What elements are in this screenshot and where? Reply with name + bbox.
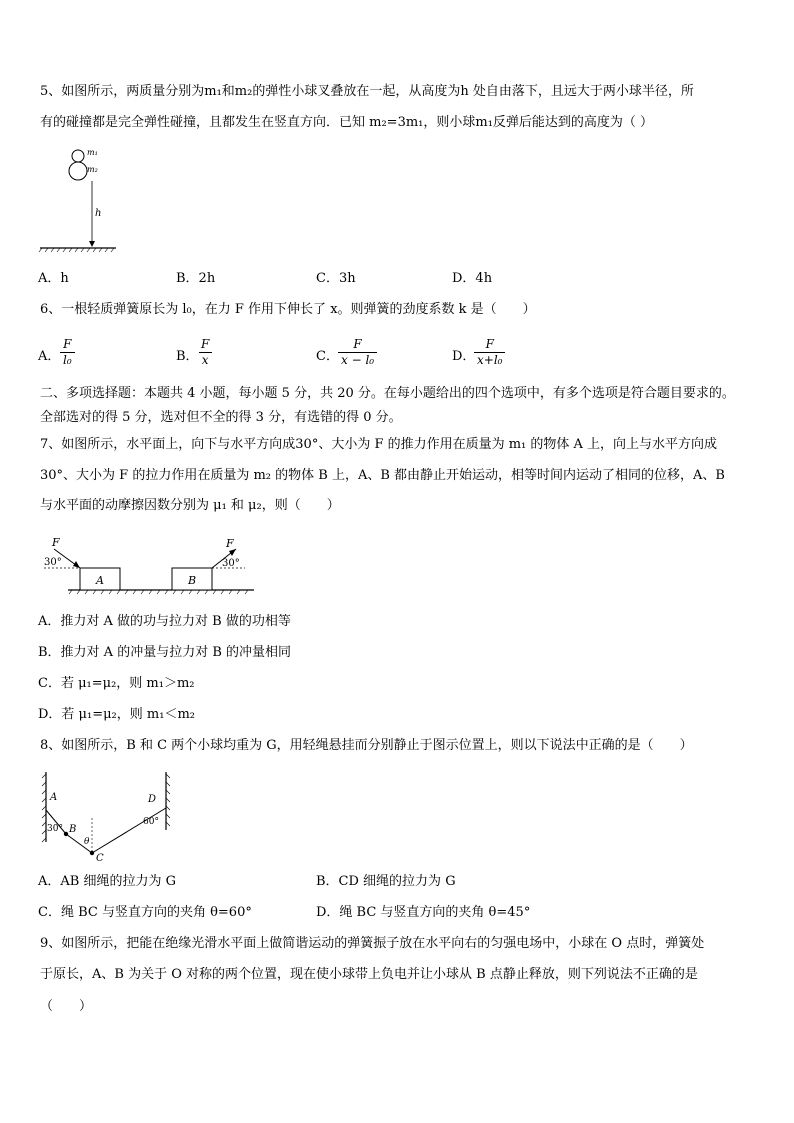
q5-stem-line-2: 有的碰撞都是完全弹性碰撞，且都发生在竖直方向．已知 m₂=3m₁，则小球m₁反弹后能达到的高度为（ ） — [40, 115, 654, 130]
q8-label-d: D — [148, 794, 157, 805]
q6-b-denominator: x — [199, 352, 212, 368]
q6-a-denominator: l₀ — [60, 352, 75, 368]
q6-option-d-label[interactable]: D． — [452, 349, 476, 364]
q6-stem: 6、一根轻质弹簧原长为 l₀，在力 F 作用下伸长了 x。则弹簧的劲度系数 k 是（ ） — [40, 302, 536, 317]
ball-c — [90, 851, 94, 855]
section2-heading-line-2: 全部选对的得 5 分，选对但不全的得 3 分，有选错的得 0 分。 — [40, 410, 402, 425]
q5-option-a[interactable]: A．h — [38, 271, 69, 286]
block-a-label: A — [96, 574, 104, 587]
q5-label-h: h — [95, 208, 102, 219]
q6-option-a-label[interactable]: A． — [38, 349, 61, 364]
q5-stem-line-1: 5、如图所示，两质量分别为m₁和m₂的弹性小球叉叠放在一起，从高度为h 处自由落下，且远大于两小球半径，所 — [40, 84, 694, 99]
q7-option-c[interactable]: C．若 μ₁=μ₂，则 m₁＞m₂ — [38, 676, 195, 691]
q6-option-a-fraction[interactable] — [60, 337, 75, 368]
q6-d-numerator: F — [485, 337, 494, 351]
q7-angle-b-label: 30° — [222, 558, 240, 569]
q8-option-c[interactable]: C．绳 BC 与竖直方向的夹角 θ=60° — [38, 905, 252, 920]
q7-force-a-label: F — [52, 536, 60, 549]
q5-option-b[interactable]: B．2h — [176, 271, 216, 286]
q8-option-a[interactable]: A．AB 细绳的拉力为 G — [38, 874, 176, 889]
q8-angle-d-label: 60° — [143, 817, 159, 827]
q6-c-denominator: x − l₀ — [338, 352, 377, 368]
q8-label-c: C — [96, 853, 104, 864]
q7-option-d[interactable]: D．若 μ₁=μ₂，则 m₁＜m₂ — [38, 707, 195, 722]
q6-d-denominator: x+l₀ — [474, 352, 505, 368]
q6-option-b-label[interactable]: B． — [176, 349, 199, 364]
ball-b — [64, 832, 68, 836]
q8-option-d[interactable]: D．绳 BC 与竖直方向的夹角 θ=45° — [316, 905, 531, 920]
q6-option-c-fraction[interactable] — [338, 337, 377, 368]
q6-c-numerator: F — [353, 337, 362, 351]
q7-stem-line-3: 与水平面的动摩擦因数分别为 μ₁ 和 μ₂，则（ ） — [40, 498, 340, 513]
q6-option-b-fraction[interactable] — [198, 337, 212, 368]
q5-option-d[interactable]: D．4h — [452, 271, 493, 286]
block-b-label: B — [188, 574, 197, 587]
q7-figure — [40, 534, 255, 600]
q5-label-m1: m₁ — [87, 148, 98, 157]
q8-label-a: A — [50, 792, 58, 803]
q8-label-b: B — [69, 824, 77, 835]
q8-stem: 8、如图所示，B 和 C 两个小球均重为 G，用轻绳悬挂而分别静止于图示位置上，则以下说法中正确的是（ ） — [40, 738, 693, 753]
rope-cd — [92, 808, 166, 853]
q7-stem-line-1: 7、如图所示，水平面上，向下与水平方向成30°、大小为 F 的推力作用在质量为 m₁ 的物体 A 上，向上与水平方向成 — [40, 437, 718, 452]
q9-stem-line-1: 9、如图所示，把能在绝缘光滑水平面上做简谐运动的弹簧振子放在水平向右的匀强电场中，小球在 O 点时，弹簧处 — [40, 936, 705, 951]
q7-angle-a-label: 30° — [44, 557, 62, 568]
q9-stem-line-2: 于原长，A、B 为关于 O 对称的两个位置，现在使小球带上负电并让小球从 B 点静止释放，则下列说法不正确的是 — [40, 967, 698, 982]
q8-option-b[interactable]: B．CD 细绳的拉力为 G — [316, 874, 456, 889]
q6-a-numerator: F — [63, 337, 72, 351]
ball-m2 — [69, 162, 87, 180]
q8-angle-a-label: 30° — [47, 824, 63, 834]
q5-option-c[interactable]: C．3h — [316, 271, 356, 286]
q9-stem-line-3: （ ） — [40, 999, 93, 1014]
q8-theta-label: θ — [84, 837, 90, 847]
q6-option-c-label[interactable]: C． — [316, 349, 339, 364]
section2-heading-line-1: 二、多项选择题：本题共 4 小题，每小题 5 分，共 20 分。在每小题给出的四个选项中，有多个选项是符合题目要求的。 — [40, 386, 735, 401]
q6-option-d-fraction[interactable] — [474, 337, 505, 368]
q5-label-m2: m₂ — [87, 165, 98, 174]
ball-m1 — [72, 150, 84, 162]
q7-option-b[interactable]: B．推力对 A 的冲量与拉力对 B 的冲量相同 — [38, 645, 292, 660]
q6-b-numerator: F — [201, 337, 210, 351]
q8-figure — [40, 770, 175, 862]
q7-stem-line-2: 30°、大小为 F 的拉力作用在质量为 m₂ 的物体 B 上，A、B 都由静止开始运动，相等时间内运动了相同的位移，A、B — [40, 468, 725, 483]
q5-figure — [38, 145, 118, 255]
q7-option-a[interactable]: A．推力对 A 做的功与拉力对 B 做的功相等 — [38, 614, 291, 629]
q7-force-b-label: F — [226, 537, 234, 550]
